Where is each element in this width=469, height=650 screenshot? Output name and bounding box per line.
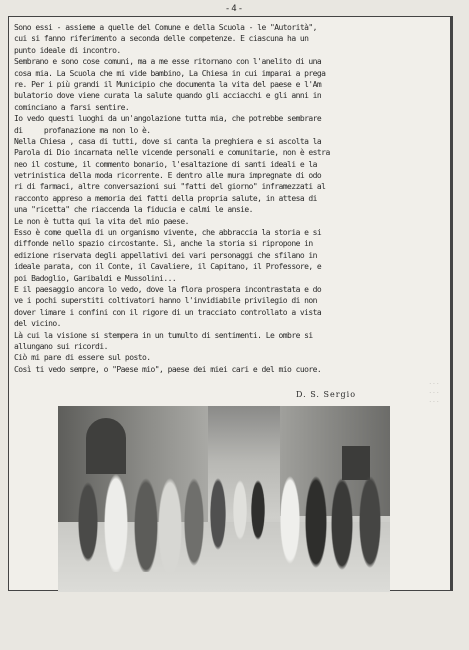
street-procession-photo	[58, 406, 390, 592]
text-line: bulatorio dove viene curata la salute quando gli acciacchi e gli anni in	[14, 91, 322, 101]
text-line: cosa mia. La Scuola che mi vide bambino, La Chiesa in cui imparai a prega	[14, 68, 326, 78]
text-line: racconto appreso a memoria dei fatti della propria salute, in attesa di	[14, 193, 317, 203]
text-line: dover limare i confini con il rigore di un tracciato controllato a vista	[14, 307, 322, 317]
text-line: re. Per i più grandi il Municipio che documenta la vita del paese e l'Am	[14, 79, 322, 89]
text-line: ve i pochi superstiti coltivatori hanno l'invidiabile privilegio di non	[14, 296, 317, 306]
text-line: di profanazione ma non lo è.	[14, 125, 151, 135]
text-line: cominciano a farsi sentire.	[14, 102, 130, 112]
text-line: Esso è come quella di un organismo vivente, che abbraccia la storia e si	[14, 228, 322, 238]
faded-stamp: · · · · · · · · ·	[429, 381, 439, 406]
page-number: -4-	[224, 4, 245, 14]
article-body	[14, 22, 446, 375]
text-line: Le non è tutta qui la vita del mio paese.	[14, 216, 189, 226]
text-line: Sono essi - assieme a quelle del Comune e della Scuola - le "Autorità",	[14, 23, 317, 32]
text-line: una "ricetta" che riaccenda la fiducia e calmi le ansie.	[14, 205, 253, 215]
author-signature: D. S. Sergio	[296, 390, 357, 399]
text-line: Così ti vedo sempre, o "Paese mio", paese dei miei cari e del mio cuore.	[14, 364, 322, 374]
text-line: edizione riservata degli appellativi dei vari personaggi che sfilano in	[14, 250, 317, 260]
text-line: Parola di Dio incarnata nelle vicende personali e comunitarie, non è estra	[14, 148, 330, 158]
text-line: Ciò mi pare di essere sul posto.	[14, 353, 151, 363]
text-line: cui si fanno riferimento a seconda delle competenze. E ciascuna ha un	[14, 34, 309, 44]
text-line: ideale parata, con il Conte, il Cavaliere, il Capitano, il Professore, e	[14, 262, 322, 272]
text-line: Sembrano e sono cose comuni, ma a me esse ritornano con l'anelito di una	[14, 57, 322, 67]
text-line: allungano sui ricordi.	[14, 341, 108, 351]
text-line: punto ideale di incontro.	[14, 45, 121, 55]
text-line: ri di farmaci, altre conversazioni sui "fatti del giorno" inframezzati al	[14, 182, 326, 192]
text-line: E il paesaggio ancora lo vedo, dove la flora prospera incontrastata e do	[14, 284, 322, 294]
text-line: Nella Chiesa , casa di tutti, dove si canta la preghiera e si ascolta la	[14, 136, 322, 146]
text-line: vetrinistica della moda ricorrente. E dentro alle mura impregnate di odo	[14, 171, 322, 181]
text-line: diffonde nello spazio circostante. Sì, anche la storia si ripropone in	[14, 239, 313, 249]
text-line: neo il costume, il commento bonario, l'esaltazione di santi ideali e la	[14, 159, 317, 169]
text-line: del vicino.	[14, 319, 61, 329]
text-line: Io vedo questi luoghi da un'angolazione tutta mia, che potrebbe sembrare	[14, 114, 322, 124]
text-line: poi Badoglio, Garibaldi e Mussolini...	[14, 273, 177, 283]
text-line: Là cui la visione si stempera in un tumulto di sentimenti. Le ombre si	[14, 330, 313, 340]
procession-crowd	[58, 462, 390, 572]
